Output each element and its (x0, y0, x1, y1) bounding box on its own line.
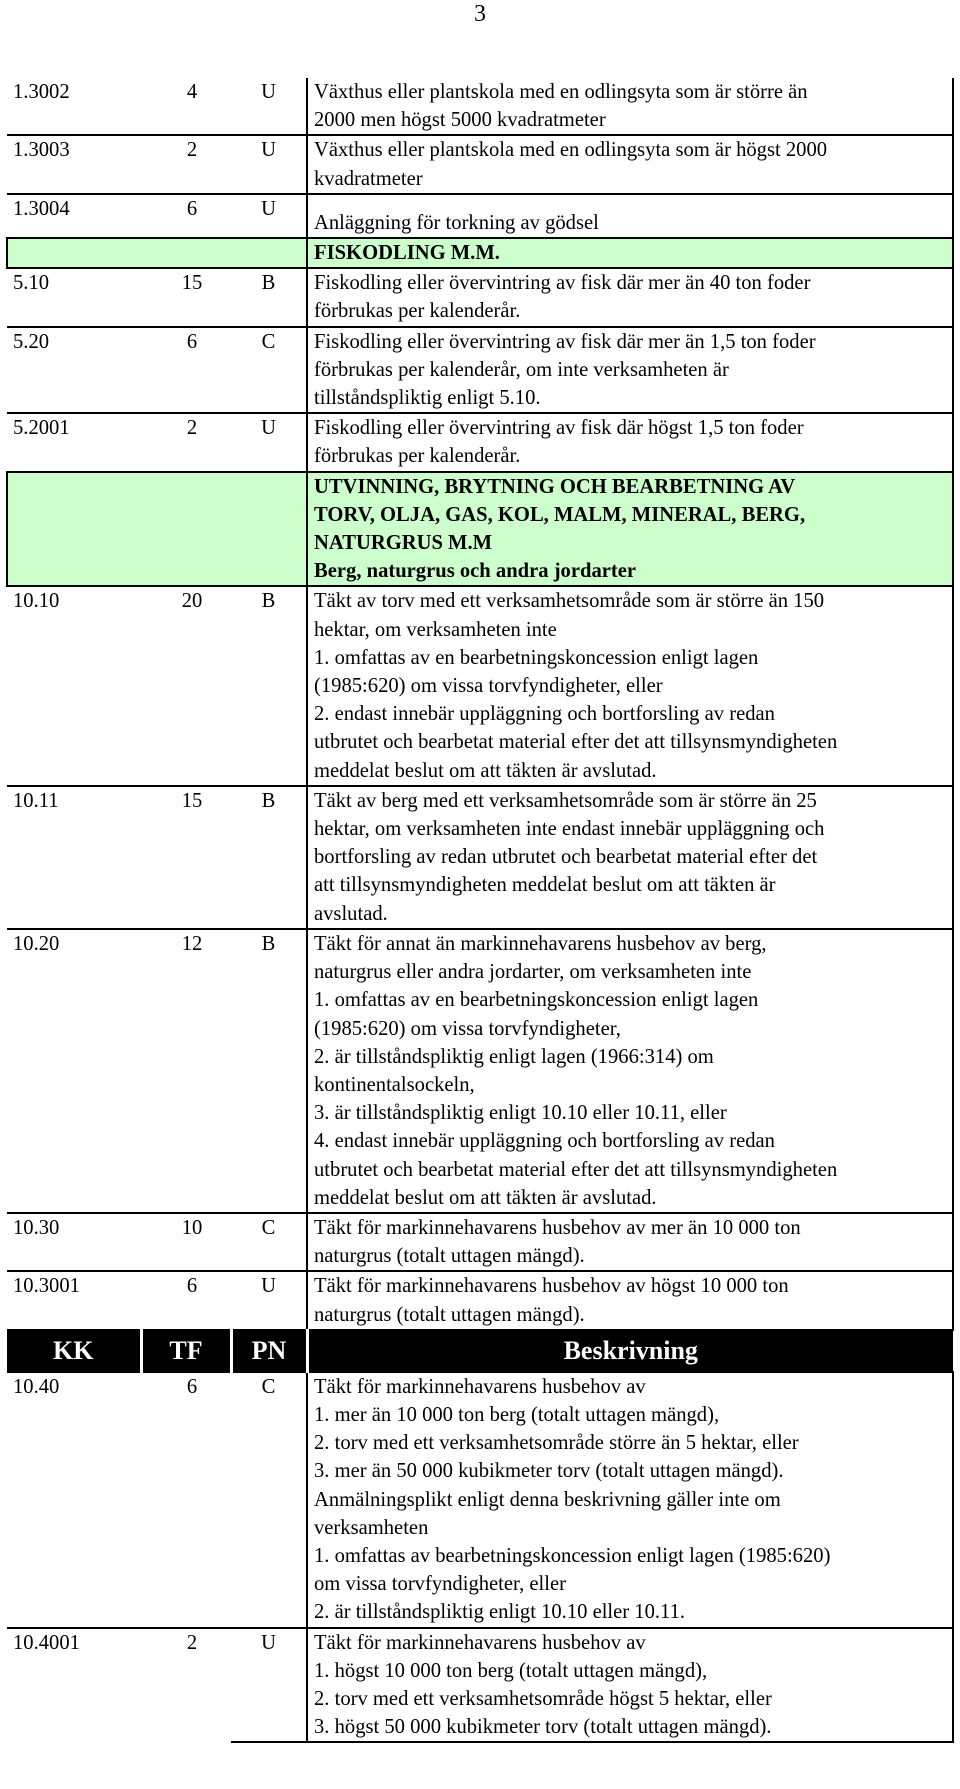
column-header-tf: TF (141, 1330, 231, 1372)
table-row (7, 1628, 953, 1743)
heading-spacer (7, 472, 307, 587)
description-line: Täkt för markinnehavarens husbehov av (314, 1375, 646, 1398)
column-header-desc: Beskrivning (307, 1330, 953, 1372)
table-row (7, 268, 953, 326)
description-cell (307, 1628, 953, 1743)
kk-cell: 10.11 (7, 786, 141, 929)
tf-cell: 6 (141, 1271, 231, 1329)
table-row (7, 786, 953, 929)
section-heading (307, 238, 953, 268)
pn-cell: C (231, 1372, 307, 1628)
kk-cell: 1.3003 (7, 135, 141, 193)
classification-table (6, 78, 954, 1743)
pn-cell: C (231, 1213, 307, 1271)
description-line: utbrutet och bearbetat material efter det att tillsynsmyndigheten (314, 731, 838, 754)
description-line: (1985:620) om vissa torvfyndigheter, eller (314, 675, 663, 698)
tf-cell: 2 (141, 413, 231, 471)
description-cell (307, 1271, 953, 1329)
description-line: meddelat beslut om att täkten är avslutad. (314, 1186, 657, 1209)
pn-cell: U (231, 1628, 307, 1743)
kk-cell: 10.20 (7, 929, 141, 1213)
description-line: naturgrus eller andra jordarter, om verksamheten inte (314, 961, 752, 984)
description-line: 2. torv med ett verksamhetsområde högst 5 hektar, eller (314, 1687, 772, 1710)
tf-cell: 2 (141, 1628, 231, 1743)
description-line: Täkt för markinnehavarens husbehov av (314, 1631, 646, 1654)
pn-cell: U (231, 78, 307, 135)
section-heading-line: Berg, naturgrus och andra jordarter (314, 560, 637, 583)
pn-cell: B (231, 586, 307, 785)
kk-cell: 10.30 (7, 1213, 141, 1271)
description-cell (307, 135, 953, 193)
tf-cell: 4 (186, 81, 198, 103)
description-cell (307, 1372, 953, 1628)
description-line: 1. mer än 10 000 ton berg (totalt uttagen mängd), (314, 1403, 720, 1426)
tf-cell: 6 (141, 327, 231, 414)
description-line: Växthus eller plantskola med en odlingsyta som är större än (314, 81, 808, 103)
description-line: naturgrus (totalt uttagen mängd). (314, 1245, 585, 1268)
table-row (7, 327, 953, 414)
description-cell (307, 586, 953, 785)
description-line: bortforsling av redan utbrutet och bearbetat material efter det (314, 846, 818, 869)
section-heading-row (7, 238, 953, 268)
section-heading-line: NATURGRUS M.M (314, 532, 493, 555)
description-cell (307, 194, 953, 238)
kk-cell: 1.3004 (7, 194, 141, 238)
description-line: avslutad. (314, 902, 388, 925)
table-row (7, 413, 953, 471)
table-row (7, 1213, 953, 1271)
description-cell (307, 268, 953, 326)
pn-cell: C (231, 327, 307, 414)
description-line: tillståndspliktig enligt 5.10. (314, 387, 541, 410)
pn-cell: B (231, 786, 307, 929)
kk-cell: 1.3002 (13, 81, 70, 103)
tf-cell: 15 (141, 786, 231, 929)
description-line: Fiskodling eller övervintring av fisk där mer än 1,5 ton foder (314, 330, 816, 353)
description-line: Täkt för markinnehavarens husbehov av mer än 10 000 ton (314, 1216, 801, 1239)
tf-cell: 2 (141, 135, 231, 193)
section-heading-line: TORV, OLJA, GAS, KOL, MALM, MINERAL, BERG, (314, 503, 806, 526)
description-line: Anmälningsplikt enligt denna beskrivning gäller inte om (314, 1488, 781, 1511)
table-row (7, 1271, 953, 1329)
description-line: 2. är tillståndspliktig enligt 10.10 eller 10.11. (314, 1601, 686, 1624)
table-row (7, 929, 953, 1213)
description-line: 3. mer än 50 000 kubikmeter torv (totalt uttagen mängd). (314, 1460, 784, 1483)
table-row (7, 78, 953, 135)
section-heading-line: UTVINNING, BRYTNING OCH BEARBETNING AV (314, 475, 796, 498)
kk-cell: 10.3001 (7, 1271, 141, 1329)
description-line: hektar, om verksamheten inte (314, 618, 557, 641)
description-line: 2000 men högst 5000 kvadratmeter (314, 109, 606, 132)
description-line: om vissa torvfyndigheter, eller (314, 1573, 566, 1596)
description-line: Täkt av berg med ett verksamhetsområde som är större än 25 (314, 789, 817, 812)
section-heading-line: FISKODLING M.M. (314, 242, 500, 265)
pn-cell: B (231, 268, 307, 326)
description-line: 1. högst 10 000 ton berg (totalt uttagen mängd), (314, 1659, 708, 1682)
description-line: att tillsynsmyndigheten meddelat beslut om att täkten är (314, 874, 776, 897)
description-line: verksamheten (314, 1516, 429, 1539)
table-row (7, 1372, 953, 1628)
description-line: 4. endast innebär uppläggning och bortforsling av redan (314, 1130, 775, 1153)
table-row (7, 194, 953, 238)
column-header-pn: PN (231, 1330, 307, 1372)
description-line: förbrukas per kalenderår. (314, 300, 521, 323)
description-line: 1. omfattas av en bearbetningskoncession enligt lagen (314, 989, 759, 1012)
description-line: Växthus eller plantskola med en odlingsyta som är högst 2000 (314, 139, 828, 162)
description-line: Täkt av torv med ett verksamhetsområde som är större än 150 (314, 590, 825, 613)
heading-spacer (7, 238, 307, 268)
description-line: utbrutet och bearbetat material efter det att tillsynsmyndigheten (314, 1158, 838, 1181)
tf-cell: 12 (141, 929, 231, 1213)
pn-cell: U (231, 135, 307, 193)
kk-cell: 5.2001 (7, 413, 141, 471)
kk-cell: 10.40 (7, 1372, 141, 1628)
pn-cell: U (231, 194, 307, 238)
description-line: 3. är tillståndspliktig enligt 10.10 eller 10.11, eller (314, 1102, 727, 1125)
description-line: förbrukas per kalenderår, om inte verksamheten är (314, 358, 729, 381)
description-cell (307, 786, 953, 929)
description-line: Täkt för annat än markinnehavarens husbehov av berg, (314, 932, 767, 955)
description-cell (307, 78, 953, 135)
tf-cell: 10 (141, 1213, 231, 1271)
description-line: Fiskodling eller övervintring av fisk där högst 1,5 ton foder (314, 417, 804, 440)
description-line: (1985:620) om vissa torvfyndigheter, (314, 1017, 621, 1040)
kk-cell: 10.10 (7, 586, 141, 785)
tf-cell: 20 (141, 586, 231, 785)
description-line: 2. torv med ett verksamhetsområde större än 5 hektar, eller (314, 1432, 799, 1455)
description-line: 2. endast innebär uppläggning och bortforsling av redan (314, 703, 775, 726)
description-line: kvadratmeter (314, 167, 423, 190)
tf-cell: 6 (141, 194, 231, 238)
description-line: 1. omfattas av bearbetningskoncession enligt lagen (1985:620) (314, 1544, 831, 1567)
pn-cell: B (231, 929, 307, 1213)
tf-cell: 15 (141, 268, 231, 326)
description-cell (307, 413, 953, 471)
description-line: 2. är tillståndspliktig enligt lagen (1966:314) om (314, 1045, 714, 1068)
description-line: Täkt för markinnehavarens husbehov av högst 10 000 ton (314, 1275, 789, 1298)
pn-cell: U (231, 413, 307, 471)
column-header-kk: KK (7, 1330, 141, 1372)
tf-cell: 6 (141, 1372, 231, 1628)
pn-cell: U (231, 1271, 307, 1329)
kk-cell: 5.20 (7, 327, 141, 414)
description-cell (307, 327, 953, 414)
description-line: kontinentalsockeln, (314, 1073, 475, 1096)
description-line: Anläggning för torkning av gödsel (314, 211, 599, 234)
kk-cell: 5.10 (7, 268, 141, 326)
kk-cell: 10.4001 (7, 1628, 141, 1743)
description-line: hektar, om verksamheten inte endast innebär uppläggning och (314, 818, 825, 841)
section-heading (307, 472, 953, 587)
table-row (7, 586, 953, 785)
description-line: förbrukas per kalenderår. (314, 445, 521, 468)
description-line: Fiskodling eller övervintring av fisk där mer än 40 ton foder (314, 272, 811, 295)
page-number: 3 (474, 1, 486, 27)
description-line: naturgrus (totalt uttagen mängd). (314, 1303, 585, 1326)
description-line: meddelat beslut om att täkten är avslutad. (314, 759, 657, 782)
description-line: 3. högst 50 000 kubikmeter torv (totalt uttagen mängd). (314, 1716, 772, 1739)
description-cell (307, 1213, 953, 1271)
description-line: 1. omfattas av en bearbetningskoncession enligt lagen (314, 646, 759, 669)
column-header-row (7, 1330, 953, 1372)
section-heading-row (7, 472, 953, 587)
table-row (7, 135, 953, 193)
description-cell (307, 929, 953, 1213)
